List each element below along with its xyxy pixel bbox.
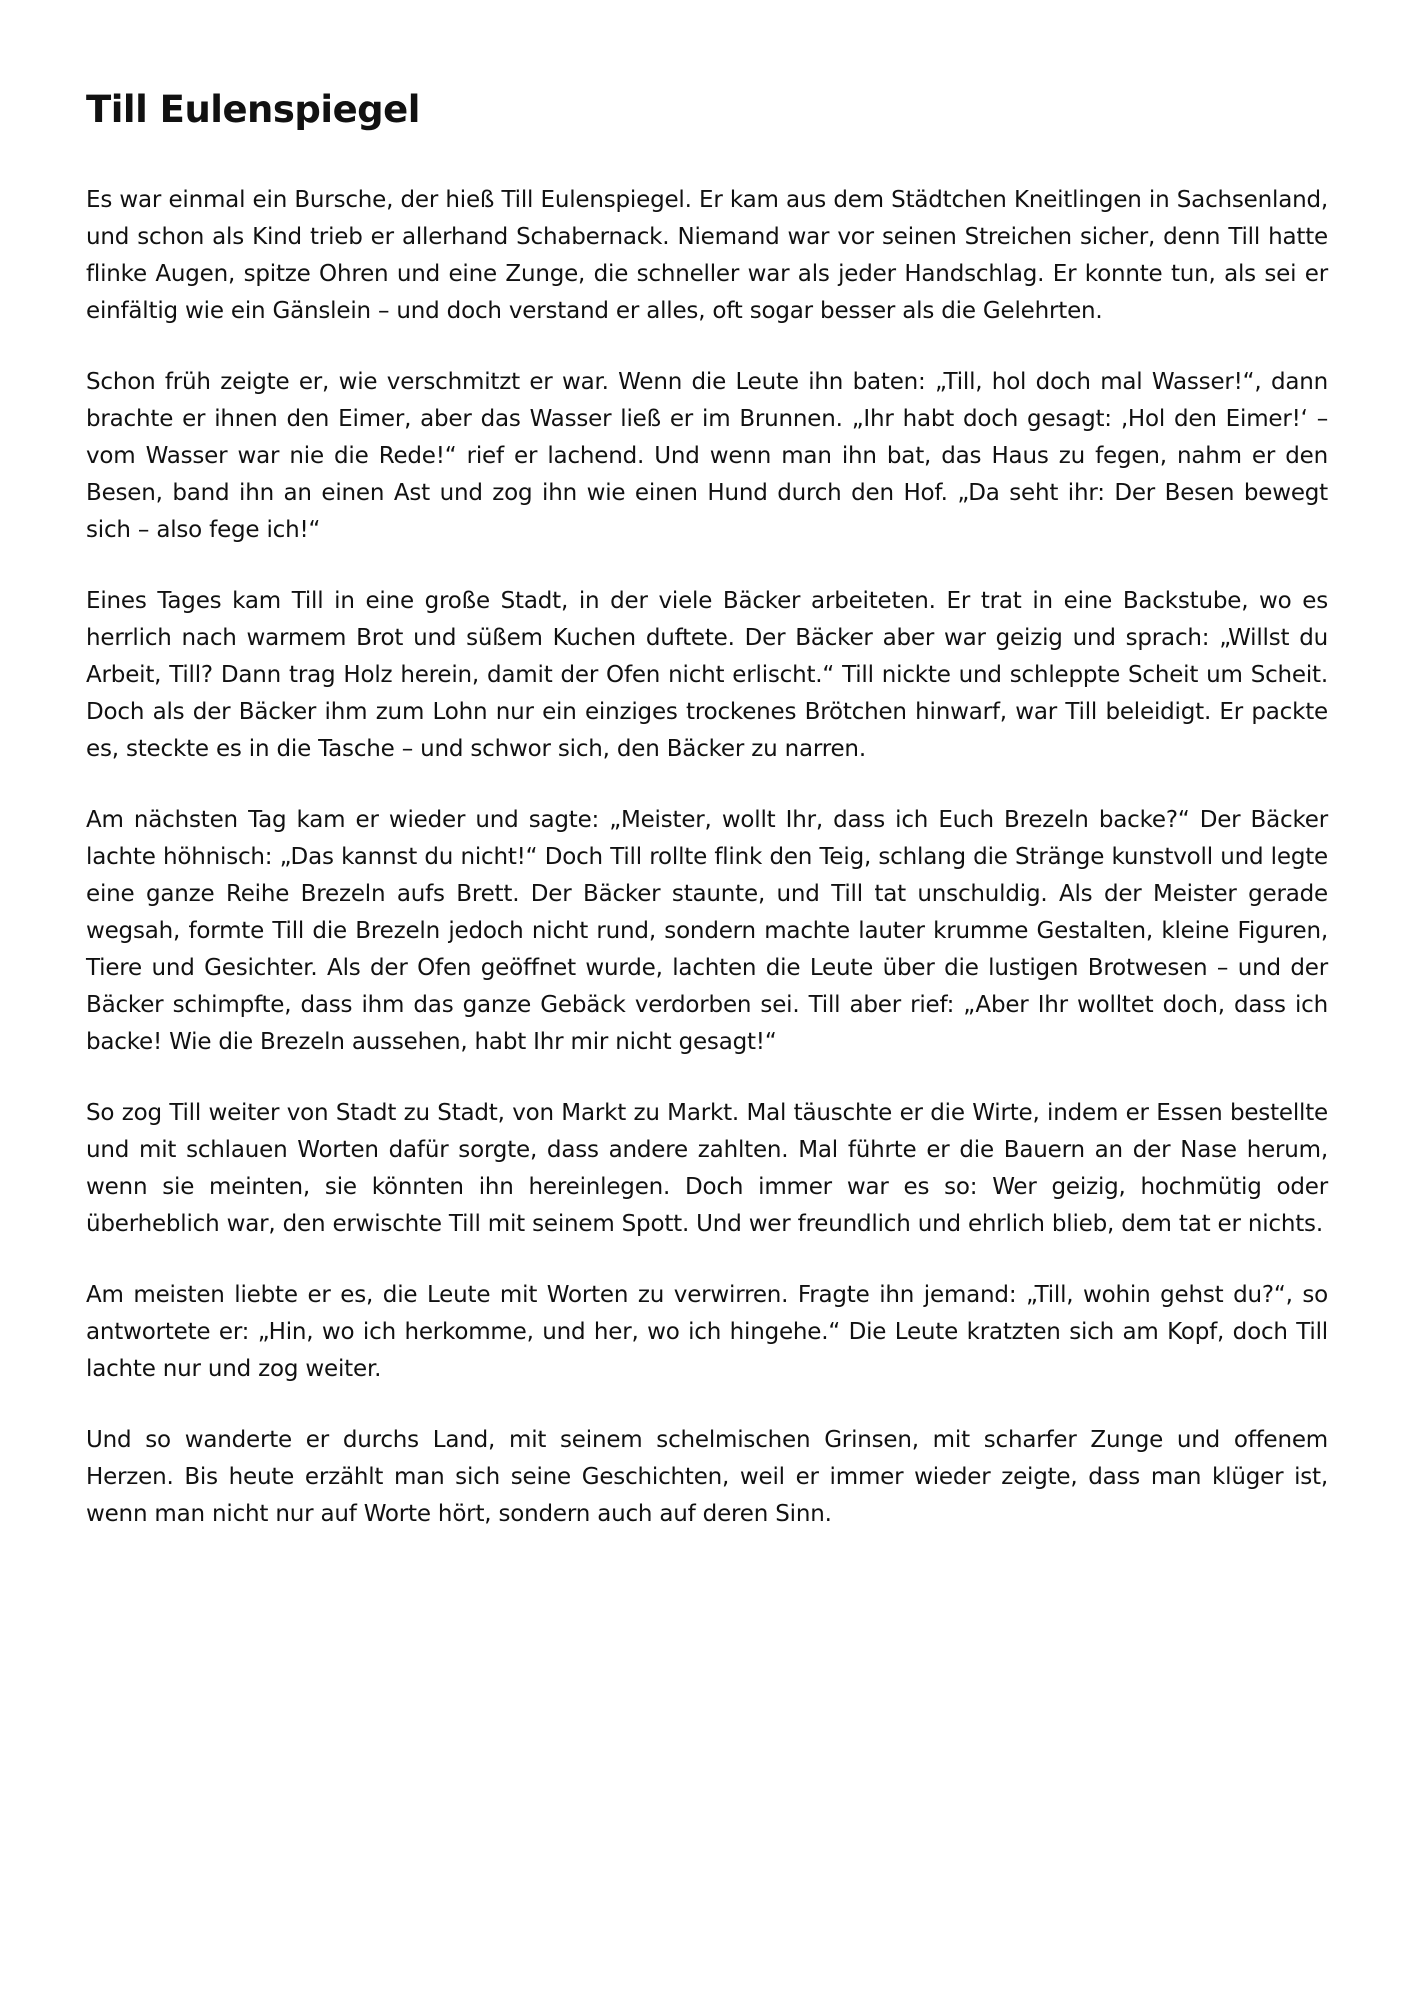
- story-paragraph-2: Schon früh zeigte er, wie verschmitzt er war. Wenn die Leute ihn baten: „Till, hol doch mal Wasser!“, dann brachte er ihnen den Eimer, aber das Wasser ließ er im Brunnen. „Ihr habt doch gesagt: ‚Hol den Eimer!‘ – vom Wasser war nie die Rede!“ rief er lachend. Und wenn man ihn bat, das Haus zu fegen, nahm er den Besen, band ihn an einen Ast und zog ihn wie einen Hund durch den Hof. „Da seht ihr: Der Besen bewegt sich – also fege ich!“: [86, 369, 1328, 543]
- story-paragraph-6: Am meisten liebte er es, die Leute mit Worten zu verwirren. Fragte ihn jemand: „Till, wohin gehst du?“, so antwortete er: „Hin, wo ich herkomme, und her, wo ich hingehe.“ Die Leute kratzten sich am Kopf, doch Till lachte nur und zog weiter.: [86, 1282, 1328, 1382]
- story-paragraph-4: Am nächsten Tag kam er wieder und sagte: „Meister, wollt Ihr, dass ich Euch Brezeln backe?“ Der Bäcker lachte höhnisch: „Das kannst du nicht!“ Doch Till rollte flink den Teig, schlang die Stränge kunstvoll und legte eine ganze Reihe Brezeln aufs Brett. Der Bäcker staunte, und Till tat unschuldig. Als der Meister gerade wegsah, formte Till die Brezeln jedoch nicht rund, sondern machte lauter krumme Gestalten, kleine Figuren, Tiere und Gesichter. Als der Ofen geöffnet wurde, lachten die Leute über die lustigen Brotwesen – und der Bäcker schimpfte, dass ihm das ganze Gebäck verdorben sei. Till aber rief: „Aber Ihr wolltet doch, dass ich backe! Wie die Brezeln aussehen, habt Ihr mir nicht gesagt!“: [86, 807, 1328, 1055]
- story-paragraph-1: Es war einmal ein Bursche, der hieß Till Eulenspiegel. Er kam aus dem Städtchen Kneitlingen in Sachsenland, und schon als Kind trieb er allerhand Schabernack. Niemand war vor seinen Streichen sicher, denn Till hatte flinke Augen, spitze Ohren und eine Zunge, die schneller war als jeder Handschlag. Er konnte tun, als sei er einfältig wie ein Gänslein – und doch verstand er alles, oft sogar besser als die Gelehrten.: [86, 187, 1328, 324]
- story-paragraph-3: Eines Tages kam Till in eine große Stadt, in der viele Bäcker arbeiteten. Er trat in eine Backstube, wo es herrlich nach warmem Brot und süßem Kuchen duftete. Der Bäcker aber war geizig und sprach: „Willst du Arbeit, Till? Dann trag Holz herein, damit der Ofen nicht erlischt.“ Till nickte und schleppte Scheit um Scheit. Doch als der Bäcker ihm zum Lohn nur ein einziges trockenes Brötchen hinwarf, war Till beleidigt. Er packte es, steckte es in die Tasche – und schwor sich, den Bäcker zu narren.: [86, 588, 1328, 762]
- document-title: Till Eulenspiegel: [86, 88, 420, 131]
- story-paragraph-5: So zog Till weiter von Stadt zu Stadt, von Markt zu Markt. Mal täuschte er die Wirte, indem er Essen bestellte und mit schlauen Worten dafür sorgte, dass andere zahlten. Mal führte er die Bauern an der Nase herum, wenn sie meinten, sie könnten ihn hereinlegen. Doch immer war es so: Wer geizig, hochmütig oder überheblich war, den erwischte Till mit seinem Spott. Und wer freundlich und ehrlich blieb, dem tat er nichts.: [86, 1100, 1328, 1237]
- story-paragraph-7: Und so wanderte er durchs Land, mit seinem schelmischen Grinsen, mit scharfer Zunge und offenem Herzen. Bis heute erzählt man sich seine Geschichten, weil er immer wieder zeigte, dass man klüger ist, wenn man nicht nur auf Worte hört, sondern auch auf deren Sinn.: [86, 1427, 1328, 1527]
